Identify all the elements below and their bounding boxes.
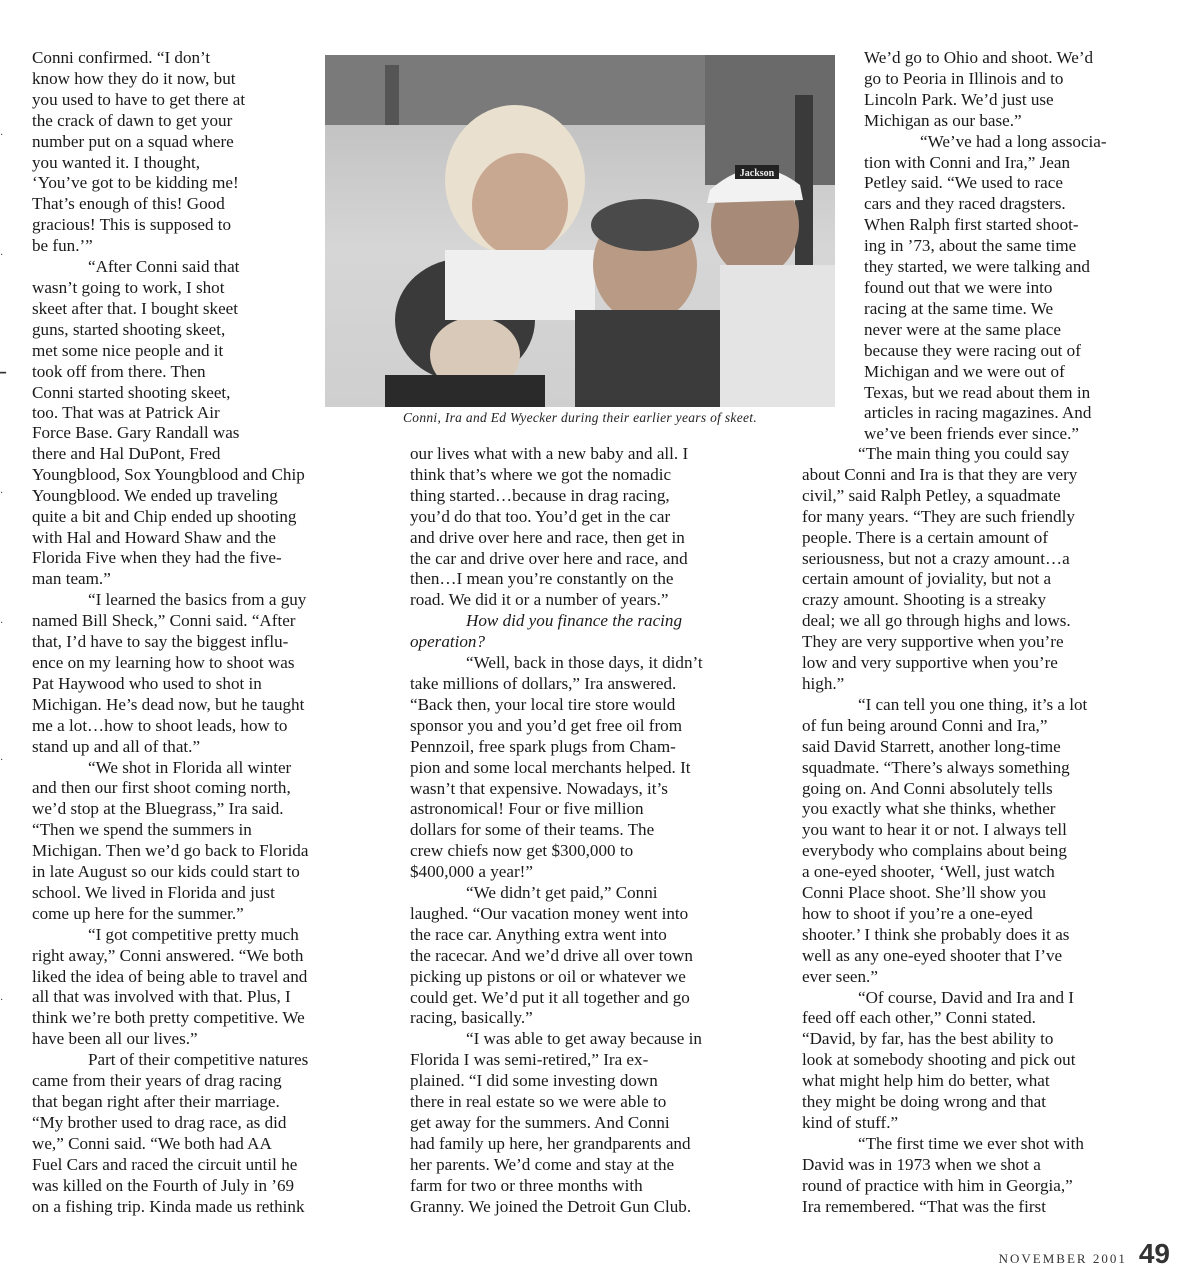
cap-logo-text: Jackson [739, 168, 775, 179]
paragraph: Conni confirmed. “I don’t know how they do it now, but you used to have to get there at the crack of dawn to get your number put on a squad where you wanted it. I thought, ‘You’ve got to be kidding me! That’s enough of this! Good gracious! This is supposed to be fun.’” [32, 48, 246, 256]
article-column-1-top [32, 48, 314, 424]
scan-mark: · [0, 755, 4, 766]
scan-mark: · [0, 995, 4, 1006]
paragraph: “We didn’t get paid,” Conni laughed. “Our vacation money went into the race car. Anything extra went into the racecar. And we’d drive all over town picking up pistons or oil or whatever we could get. We’d put it all together and go racing, basically.” [410, 883, 693, 1028]
article-photo [325, 55, 835, 407]
photo-caption: Conni, Ira and Ed Wyecker during their earlier years of skeet. [402, 410, 758, 425]
article-column-2 [410, 444, 782, 1218]
paragraph: our lives what with a new baby and all. I think that’s where we got the nomadic thing started…because in drag racing, you’d do that too. You’d get in the car and drive over here and race, then get in the car and drive over here and race, and then…I mean you’re constantly on the road. We did it or a number of years.” [410, 444, 689, 610]
paragraph: “Well, back in those days, it didn’t take millions of dollars,” Ira answered. “Back then, your local tire store would sponsor you and you’d get free oil from Pennzoil, free spark plugs from Cham- pion and some local merchants helped. It wasn’t that expensive. Nowadays, it’s astronomical! Four or five million dollars for some of their teams. The crew chiefs now get $300,000 to $400,000 a year!” [410, 653, 703, 882]
paragraph: “We shot in Florida all winter and then our first shoot coming north, we’d stop at the Bluegrass,” Ira said. “Then we spend the summers in Michigan. Then we’d go back to Florida in late August so our kids could start to school. We lived in Florida and just come up here for the summer.” [32, 757, 309, 923]
issue-date: NOVEMBER 2001 [998, 1251, 1127, 1266]
paragraph: “After Conni said that wasn’t going to work, I shot skeet after that. I bought skeet guns, started shooting skeet, met some nice people and it took off from there. Then Conni started shooting skeet, too. That was at Patrick Air [32, 257, 240, 423]
paragraph: Part of their competitive natures came from their years of drag racing that began right after their marriage. “My brother used to drag race, as did we,” Conni said. “We both had AA Fuel Cars and raced the circuit until he was killed on the Fourth of July in ’69 on a fishing trip. Kinda made us rethink [32, 1050, 309, 1216]
scan-mark: · [0, 130, 4, 141]
article-column-3-top [864, 48, 1170, 445]
paragraph: “I got competitive pretty much right away,” Conni answered. “We both liked the idea of being able to travel and all that was involved with that. Plus, I think we’re both pretty competitive. We have been all our lives.” [32, 924, 308, 1049]
article-column-1-bottom [32, 423, 392, 1217]
paragraph: “The first time we ever shot with David was in 1973 when we shot a round of practice with him in Georgia,” Ira remembered. “That was the first [802, 1133, 1084, 1216]
paragraph: We’d go to Ohio and shoot. We’d go to Peoria in Illinois and to Lincoln Park. We’d just use Michigan as our base.” [864, 48, 1094, 130]
paragraph: “I can tell you one thing, it’s a lot of fun being around Conni and Ira,” said David Starrett, another long-time squadmate. “There’s always something going on. And Conni absolutely tells you exactly what she thinks, whether you want to hear it or not. I always tell everybody who complains about being a one-eyed shooter, ‘Well, just watch Conni Place shoot. She’ll show you how to shoot if you’re a one-eyed shooter.’ I think she probably does it as well as any one-eyed shooter that I’ve ever seen.” [802, 694, 1088, 986]
scan-mark: · [0, 618, 4, 629]
paragraph: “Of course, David and Ira and I feed off each other,” Conni stated. “David, by far, has the best ability to look at somebody shooting and pick out what might help him do better, what they might be doing wrong and that kind of stuff.” [802, 987, 1076, 1132]
page-number: 49 [1138, 1238, 1170, 1269]
interview-question: How did you finance the racing operation? [410, 611, 683, 652]
scan-mark: ━ [0, 368, 7, 379]
paragraph: Force Base. Gary Randall was there and Hal DuPont, Fred Youngblood, Sox Youngblood and Chip Youngblood. We ended up traveling quite a bit and Chip ended up shooting with Hal and Howard Shaw and the Florida Five when they had the five- man team.” [32, 423, 305, 589]
paragraph: “We’ve had a long associa- tion with Conni and Ira,” Jean Petley said. “We used to race cars and they raced dragsters. When Ralph first started shoot- ing in ’73, about the same time they started, we were talking and found out that we were into racing at the same time. We never were at the same place because they were racing out of Michigan and we were out of Texas, but we read about them in articles in racing magazines. And we’ve been friends ever since.” [864, 131, 1107, 444]
paragraph: “The main thing you could say about Conni and Ira is that they are very civil,” said Ralph Petley, a squadmate for many years. “They are such friendly people. There is a certain amount of seriousness, but not a crazy amount…a certain amount of joviality, but not a crazy amount. Shooting is a streaky deal; we all go through highs and lows. They are very supportive when you’re low and very supportive when you’re high.” [802, 444, 1078, 693]
article-column-3-bottom [802, 444, 1172, 1218]
paragraph: “I learned the basics from a guy named Bill Sheck,” Conni said. “After that, I’d have to say the biggest influ- ence on my learning how to shoot was Pat Haywood who used to shot in Michigan. He’s dead now, but he taught me a lot…how to shoot leads, how to stand up and all of that.” [32, 590, 307, 756]
scan-mark: · [0, 250, 4, 261]
scan-mark: · [0, 488, 4, 499]
paragraph: “I was able to get away because in Florida I was semi-retired,” Ira ex- plained. “I did some investing down there in real estate so we were able to get away for the summers. And Conni had family up here, her grandparents and her parents. We’d come and stay at the farm for two or three months with Granny. We joined the Detroit Gun Club. [410, 1029, 702, 1216]
page-footer [999, 1238, 1170, 1270]
